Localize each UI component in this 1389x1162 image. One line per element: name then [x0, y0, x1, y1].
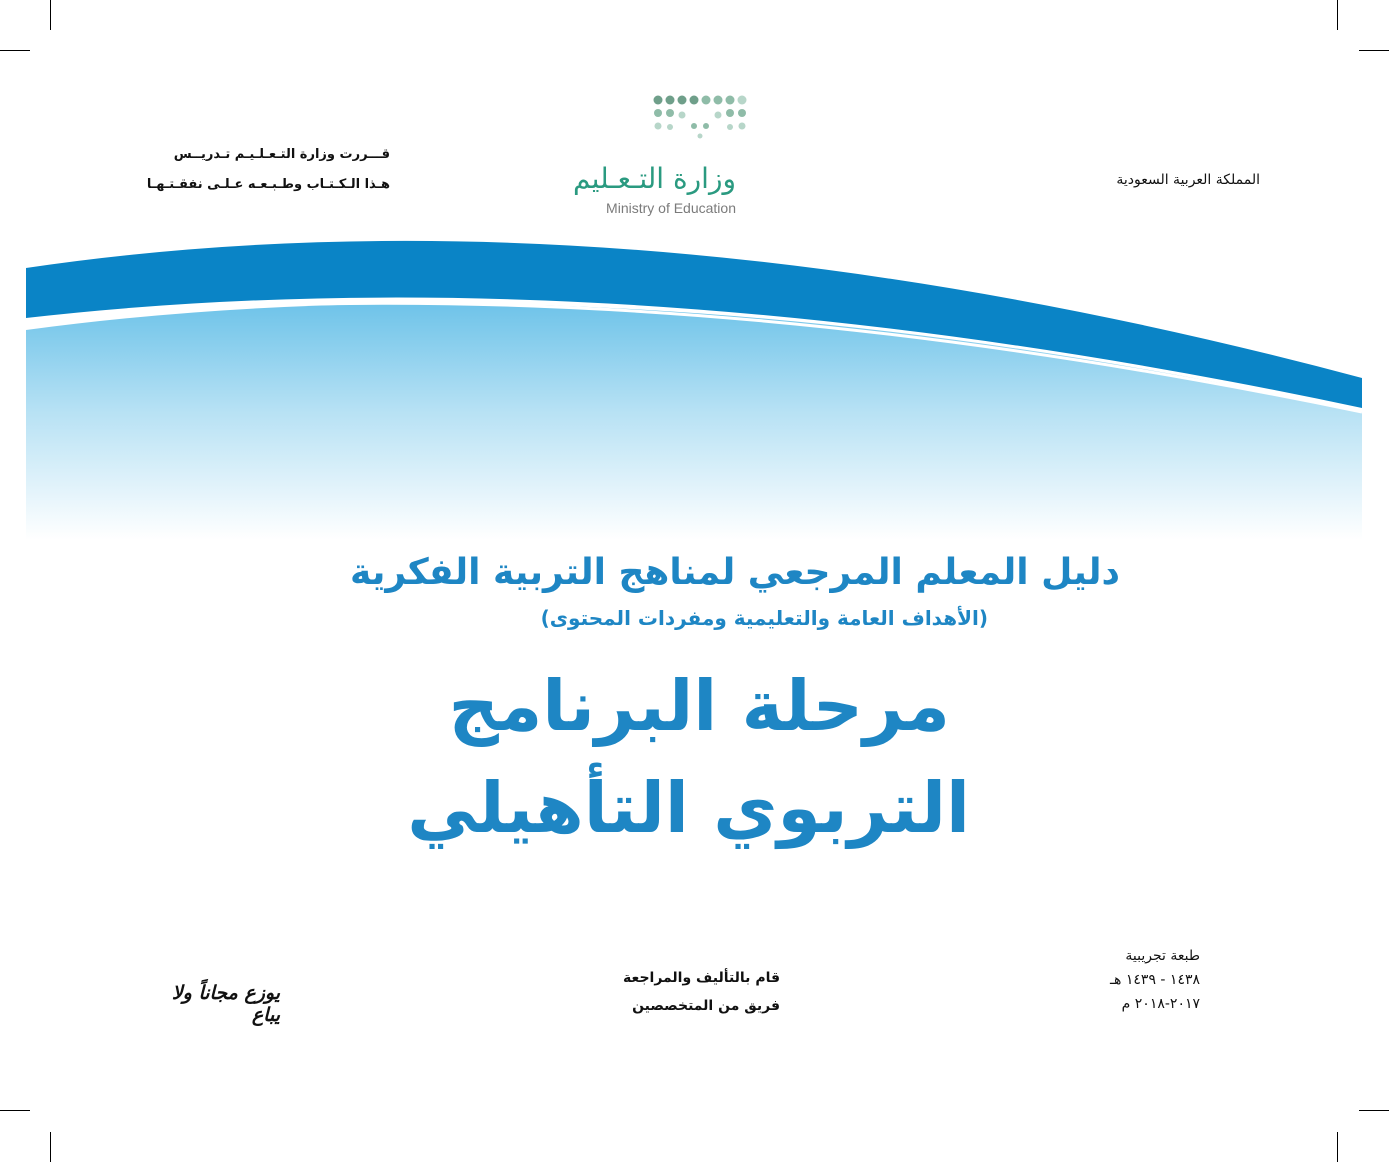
- authors-line-2: فريق من المتخصصين: [632, 998, 780, 1014]
- authors-credit: [560, 964, 780, 1020]
- free-distribution-note: يوزع مجاناً ولا يباع: [171, 982, 280, 1026]
- guide-subtitle: (الأهداف العامة والتعليمية ومفردات المحتوى): [540, 606, 988, 630]
- note-line-1: قـــررت وزارة التـعـلـيـم تـدريــس: [173, 147, 390, 162]
- guide-title: دليل المعلم المرجعي لمناهج التربية الفكرية: [349, 552, 1120, 593]
- dots-row-1: [654, 96, 747, 105]
- ministry-name-english: Ministry of Education: [606, 200, 736, 216]
- stage-title-line-2: التربوي التأهيلي: [407, 767, 970, 849]
- dots-row-2: [654, 109, 746, 119]
- ministry-name-arabic: وزارة التـعـليم: [573, 162, 736, 195]
- edition-label: طبعة تجريبية: [1125, 948, 1200, 964]
- kingdom-name: المملكة العربية السعودية: [1116, 172, 1260, 188]
- stage-title-line-1: مرحلة البرنامج: [448, 665, 950, 747]
- authors-line-1: قام بالتأليف والمراجعة: [623, 970, 780, 986]
- edition-gregorian-year: ٢٠١٧-٢٠١٨ م: [1121, 996, 1200, 1012]
- note-line-2: هـذا الـكـتـاب وطـبـعـه عـلـى نفقـتـهـا: [146, 177, 390, 192]
- dots-row-3: [655, 123, 746, 139]
- edition-hijri-year: ١٤٣٨ - ١٤٣٩ هـ: [1109, 972, 1200, 988]
- edition-info: [1040, 944, 1200, 1016]
- printing-note: [110, 140, 390, 200]
